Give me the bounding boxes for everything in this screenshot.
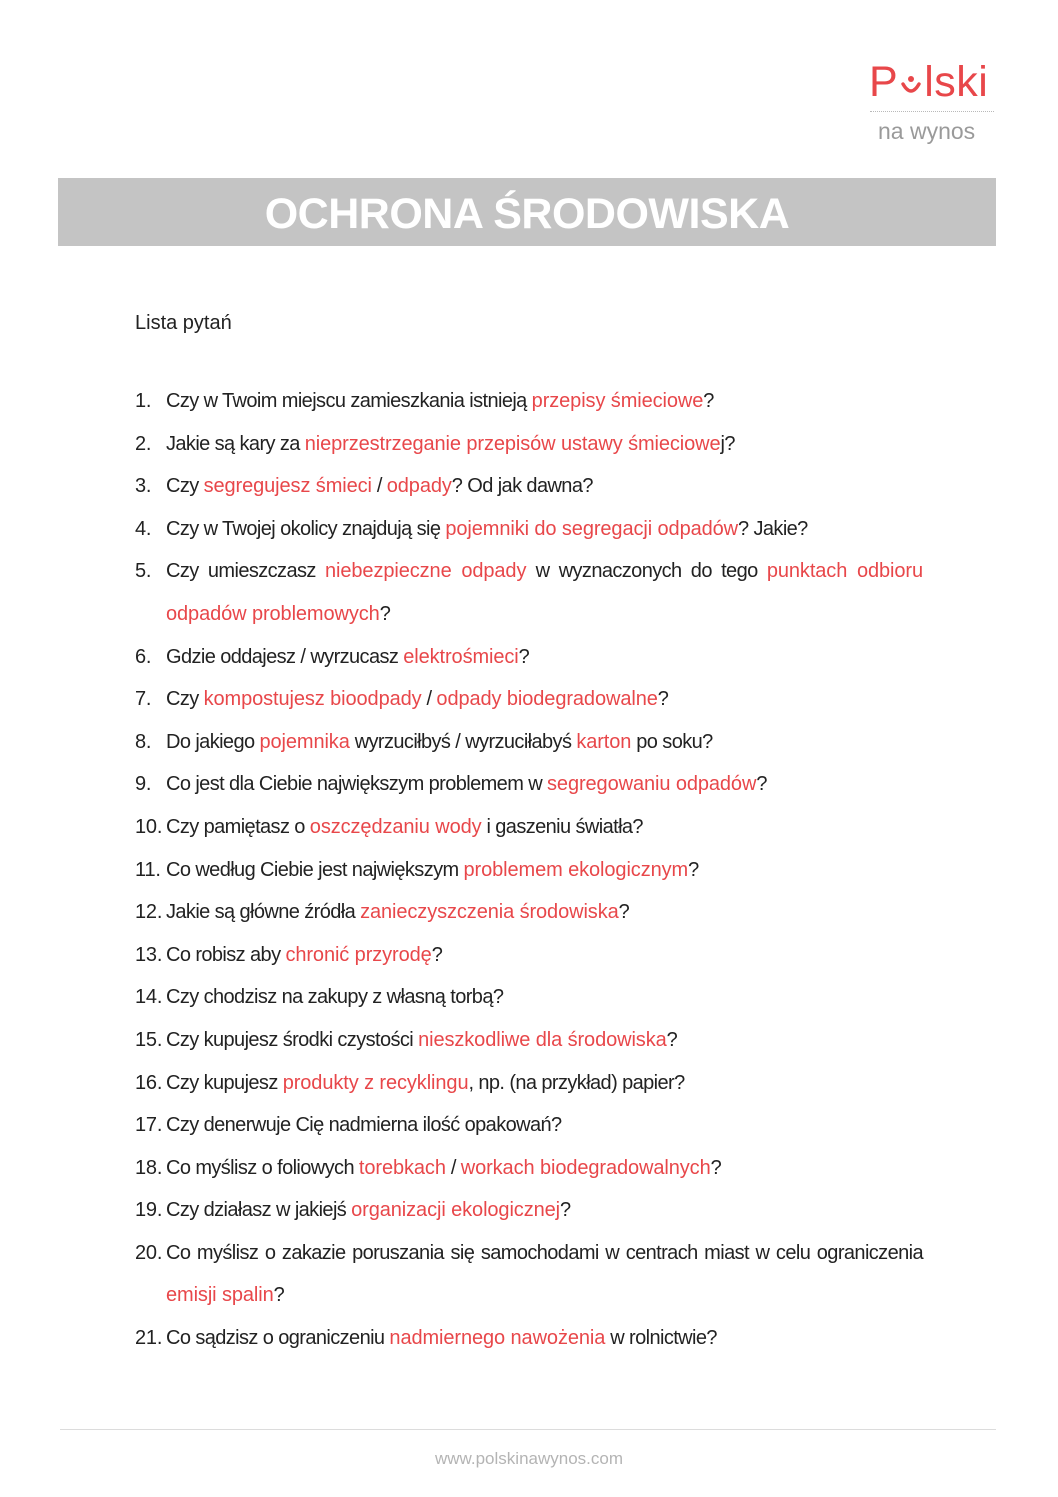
key-phrase: segregujesz śmieci: [203, 475, 372, 498]
brand-logo: [866, 58, 996, 150]
question-number: 15.: [135, 1028, 163, 1051]
question-item: [135, 891, 923, 934]
key-phrase: pojemnika: [259, 730, 350, 753]
logo-subtitle: na wynos: [878, 118, 976, 144]
logo-word-end: lski: [924, 58, 989, 106]
question-text: /: [421, 688, 437, 711]
key-phrase: pojemniki do segregacji odpadów: [445, 517, 739, 540]
question-text: ?: [756, 773, 767, 796]
question-item: [135, 1147, 923, 1190]
question-text: Jakie są główne źródła: [166, 901, 361, 924]
question-number: 7.: [135, 688, 152, 711]
question-item: [135, 934, 923, 977]
question-item: [135, 1062, 923, 1105]
key-phrase: organizacji ekologicznej: [351, 1199, 560, 1222]
section-subtitle: Lista pytań: [135, 312, 232, 334]
question-text: ?: [666, 1028, 678, 1051]
key-phrase: oszczędzaniu wody: [309, 815, 482, 838]
question-text: i gaszeniu światła?: [481, 815, 643, 838]
key-phrase: karton: [576, 730, 632, 753]
question-item: [135, 1189, 923, 1232]
key-phrase: chronić przyrodę: [285, 943, 432, 966]
question-text: ?: [560, 1199, 571, 1222]
question-text: wyrzuciłbyś / wyrzuciłabyś: [349, 730, 577, 753]
key-phrase: odpady biodegradowalne: [436, 688, 658, 711]
question-item: [135, 1232, 923, 1317]
question-text: Czy chodzisz na zakupy z własną torbą?: [166, 986, 504, 1009]
question-text: Czy denerwuje Cię nadmierna ilość opakowań?: [166, 1114, 562, 1137]
question-text: /: [371, 475, 387, 498]
question-item: [135, 763, 923, 806]
question-text: Do jakiego: [166, 730, 260, 753]
question-item: [135, 380, 923, 423]
question-number: 14.: [135, 986, 163, 1009]
key-phrase: punktach odbioru odpadów problemowych: [166, 560, 923, 625]
question-item: [135, 976, 923, 1019]
question-text: ?: [431, 943, 443, 966]
key-phrase: nieprzestrzeganie przepisów ustawy śmieciowe: [304, 432, 721, 455]
question-number: 13.: [135, 943, 163, 966]
question-number: 10.: [135, 815, 163, 838]
question-text: Czy: [166, 688, 204, 711]
question-text: ?: [618, 901, 630, 924]
question-text: ?: [703, 390, 714, 412]
question-number: 4.: [135, 517, 152, 540]
question-text: ?: [518, 645, 530, 668]
page-title: OCHRONA ŚRODOWISKA: [264, 190, 790, 238]
question-item: [135, 1104, 923, 1147]
question-text: w rolnictwie?: [605, 1327, 717, 1350]
question-text: Czy kupujesz środki czystości: [166, 1028, 419, 1051]
question-text: ?: [710, 1156, 722, 1179]
question-item: [135, 806, 923, 849]
question-text: Co według Ciebie jest największym: [166, 858, 464, 881]
question-text: j?: [720, 432, 735, 455]
question-number: 20.: [135, 1241, 163, 1264]
question-text: , np. (na przykład) papier?: [468, 1071, 685, 1094]
question-text: Co robisz aby: [166, 943, 286, 966]
smile-icon: [899, 74, 923, 98]
question-text: Czy działasz w jakiejś: [166, 1199, 352, 1222]
question-number: 9.: [135, 773, 152, 796]
key-phrase: kompostujesz bioodpady: [203, 688, 422, 711]
question-text: Gdzie oddajesz / wyrzucasz: [166, 645, 404, 668]
title-banner: [58, 178, 996, 246]
question-number: 12.: [135, 901, 163, 924]
key-phrase: segregowaniu odpadów: [547, 773, 757, 796]
question-number: 1.: [135, 390, 152, 412]
logo-wordmark: [869, 58, 988, 106]
question-text: Co sądzisz o ograniczeniu: [166, 1327, 390, 1350]
question-item: [135, 465, 923, 508]
key-phrase: nieszkodliwe dla środowiska: [418, 1028, 667, 1051]
question-text: Co myślisz o zakazie poruszania się samochodami w centrach miast w celu ograniczenia: [166, 1241, 923, 1264]
question-text: ?: [379, 602, 391, 625]
question-item: [135, 1019, 923, 1062]
key-phrase: problemem ekologicznym: [463, 858, 689, 881]
question-item: [135, 423, 923, 466]
question-text: Jakie są kary za: [166, 432, 305, 455]
question-number: 11.: [135, 858, 161, 881]
key-phrase: zanieczyszczenia środowiska: [360, 901, 619, 924]
question-number: 21.: [135, 1327, 163, 1350]
key-phrase: torebkach: [358, 1156, 446, 1179]
question-number: 2.: [135, 432, 152, 455]
question-text: ? Jakie?: [738, 517, 808, 540]
question-text: ?: [688, 858, 699, 881]
question-item: [135, 508, 923, 551]
question-item: [135, 1317, 923, 1360]
question-item: [135, 849, 923, 892]
question-text: Czy w Twoim miejscu zamieszkania istnieją: [166, 390, 532, 412]
question-list: [135, 380, 923, 1360]
logo-divider: [870, 111, 994, 112]
question-text: Czy pamiętasz o: [166, 815, 310, 838]
question-item: [135, 636, 923, 679]
question-text: Co myślisz o foliowych: [166, 1156, 359, 1179]
question-text: Czy: [166, 475, 204, 498]
key-phrase: emisji spalin: [166, 1284, 274, 1307]
question-item: [135, 550, 923, 635]
question-number: 16.: [135, 1071, 163, 1094]
key-phrase: odpady: [386, 475, 452, 498]
question-number: 18.: [135, 1156, 163, 1179]
question-number: 6.: [135, 645, 152, 668]
question-item: [135, 678, 923, 721]
question-text: /: [445, 1156, 461, 1179]
key-phrase: niebezpieczne odpady: [325, 560, 527, 583]
key-phrase: nadmiernego nawożenia: [389, 1327, 606, 1350]
question-number: 19.: [135, 1199, 163, 1222]
question-number: 8.: [135, 730, 152, 753]
key-phrase: elektrośmieci: [403, 645, 519, 668]
question-item: [135, 721, 923, 764]
question-text: ? Od jak dawna?: [451, 475, 593, 498]
footer-url[interactable]: www.polskinawynos.com: [434, 1449, 623, 1468]
question-text: Czy w Twojej okolicy znajdują się: [166, 517, 446, 540]
question-text: ?: [657, 688, 669, 711]
key-phrase: workach biodegradowalnych: [460, 1156, 711, 1179]
key-phrase: produkty z recyklingu: [282, 1071, 469, 1094]
question-text: Czy kupujesz: [166, 1071, 283, 1094]
question-number: 3.: [135, 475, 152, 498]
question-text: ?: [273, 1284, 285, 1307]
logo-word-start: P: [869, 58, 899, 106]
question-text: Co jest dla Ciebie największym problemem w: [166, 773, 548, 796]
question-number: 5.: [135, 560, 152, 583]
footer-divider: [60, 1429, 996, 1430]
question-text: Czy umieszczasz: [166, 560, 326, 583]
question-number: 17.: [135, 1114, 163, 1137]
question-text: po soku?: [631, 730, 713, 753]
question-text: w wyznaczonych do tego: [526, 560, 767, 583]
key-phrase: przepisy śmieciowe: [531, 390, 704, 412]
